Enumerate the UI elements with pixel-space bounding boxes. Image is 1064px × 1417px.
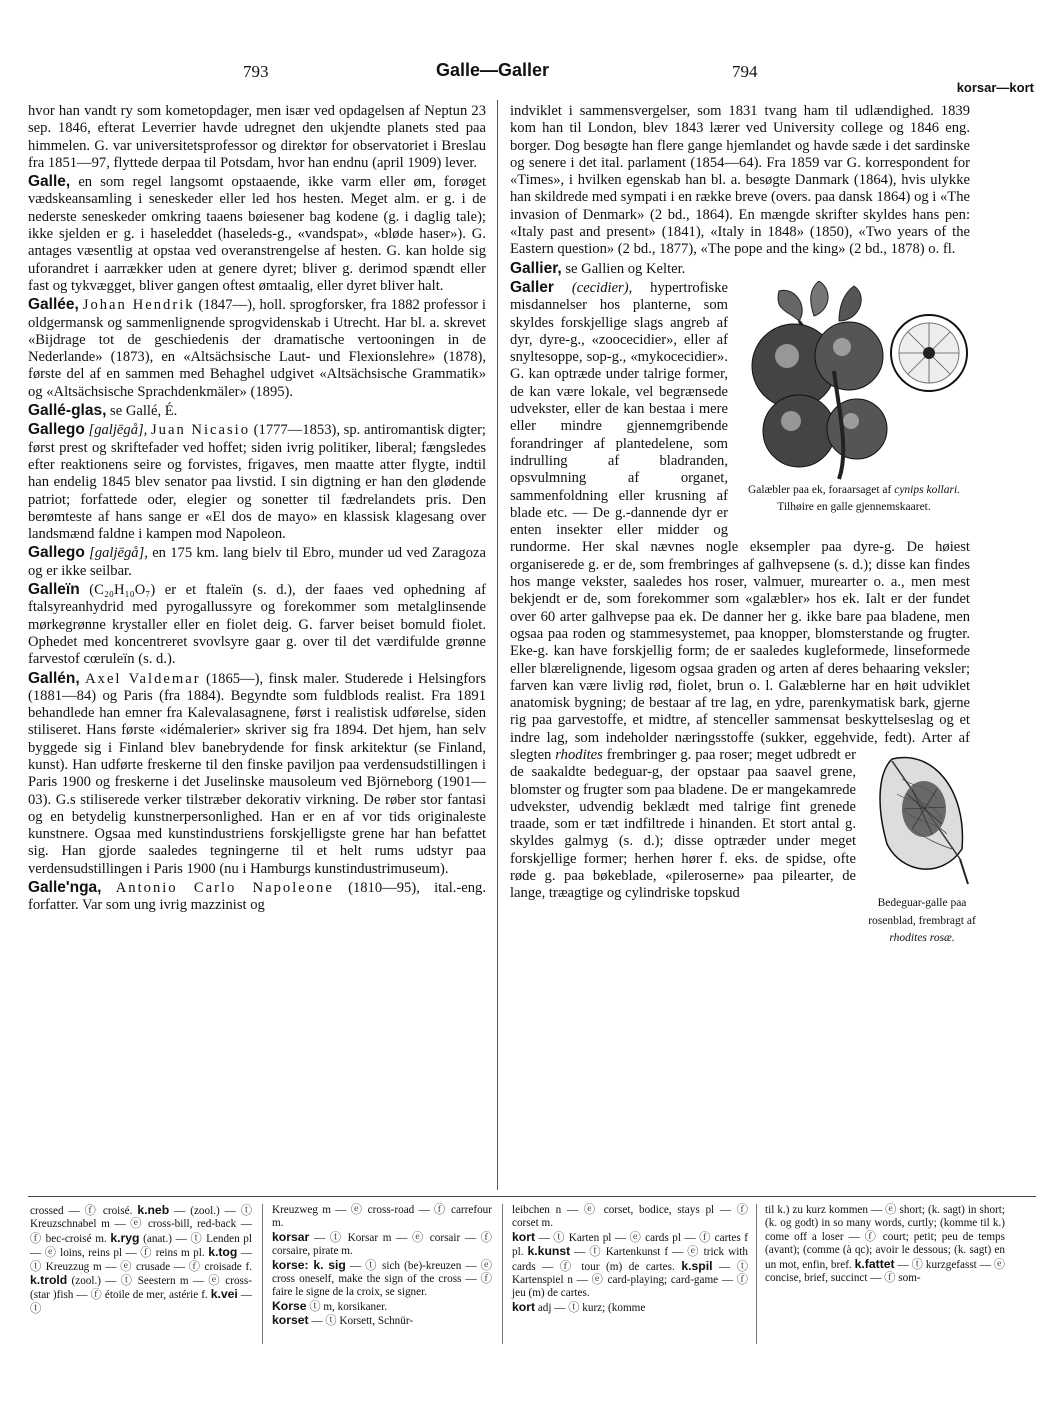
- figure-oak-galls: [734, 281, 974, 536]
- entry-text: (1777—1853), sp. antiromantisk digter; først prest og skriftefader ved hoffet; siden ivrig politiker, liberal; fængsledes efter reaktionens seire og forvistes, frigaves, men maatte atter flygte, indtil han endelig 1845 blev senator paa livstid. I sin digtning er han den glødende patriot; forfattede oder, elegier og sonetter til fædrelandets pris. Den berømteste af hans sange er «El dos de mayo» en klassisk klagesang over landsmænd faldne i kampen mod Napoleon.: [28, 422, 486, 543]
- person-name: Johan Hendrik: [82, 297, 195, 314]
- footer-headword: kort: [512, 1229, 536, 1244]
- caption-text: Galæbler paa ek, foraarsaget af: [747, 483, 892, 496]
- right-column: [510, 103, 976, 949]
- footer-text: adj — ⓣ kurz; (komme: [535, 1301, 646, 1314]
- footer-headword: k.spil: [681, 1258, 713, 1273]
- caption-text: Bedeguar-galle paa rosenblad, frembragt af: [868, 897, 976, 927]
- entry-galle-glas: [28, 402, 486, 420]
- entry-text: se Gallé, É.: [106, 403, 178, 420]
- footer-text: crossed — ⓕ croisé.: [30, 1205, 138, 1217]
- genus-name: rhodites: [555, 746, 603, 763]
- person-name: Axel Valdemar: [85, 670, 201, 687]
- chemical-formula: (C₂₀H₁₀O₇): [89, 582, 156, 599]
- pronunciation: [galjēgå],: [89, 545, 148, 562]
- latin-term: (cecidier),: [571, 279, 633, 296]
- headword: Gallego: [28, 544, 85, 562]
- page-header: [0, 60, 1064, 95]
- footer-column-separator: [756, 1204, 757, 1344]
- entry-gallee: [28, 296, 486, 401]
- entry-text: en som regel langsomt opstaaende, ikke varm eller øm, forøget vædskeansamling i seneskeder eller led hos hesten. Meget alm. er g. i de nederste seneskeder omkring taaens bøiesener bag kodene (g. i daglig tale); ikke sjelden er g. i haseleddet (haseleds-g., «vandspat», «bløde haser»). G. antages væsentlig at opstaa ved overanstrengelse af hesten. G. kan holde sig uforandret i aarrækker uden at genere dyret; bliver g. derimod spændt eller fast og tykvægget, bliver gangen oftest ømtaalig, eller dyret bliver halt.: [28, 174, 486, 294]
- entry-text: (1865—), finsk maler. Studerede i Helsingfors (1881—84) og Paris (fra 1884). Begyndte som fuldblods realist. Fra 1891 behandlede han emner fra Kalevalasagnene, først i realistisk udførelse, siden stiliseret. Hans første «idémalerier» skriver sig fra 1894. Det hjem, han selv byggede sig i Finland blev banebrydende for finsk arkitektur (se Finland, kunst). Han udførte freskerne til den finske paviljon paa verdensudstillingen i Paris 1900 og freskerne i det Juselinske mausoleum ved Björneborg (1901—03). G.s stiliserede verker tilstræber dekorativ virkning. De røber stor fantasi og en betydelig kunstnerpersonlighed. Han er en af vor tids originaleste kunstnere. Ogsaa med kunstindustriens forskjelligste grene har han befattet sig. Han gjorde saaledes tegningerne til et helt rums udstyr paa verdensudstillingen i Paris 1900 (nu i Hamburgs kunstindustrimuseum).: [28, 670, 486, 877]
- entry-text: en 175 km. lang bielv til Ebro, munder ud ved Zaragoza og er ikke seilbar.: [28, 545, 486, 579]
- footer-headword: korsar: [272, 1229, 310, 1244]
- running-title: Galle—Galler: [436, 60, 550, 80]
- footer-column-1: [30, 1204, 252, 1316]
- footer-text: til k.) zu kurz kommen — ⓔ short; (k. sagt) in short; (k. og godt) in so many words, curtly; (komme til k.) come off a loser — ⓕ court; petit; peu de temps (avant); (comme (à qc); avoir le dessous; (k. sagt) en un mot, enfin, bref.: [765, 1204, 1005, 1271]
- footer-headword: k.trold: [30, 1273, 68, 1288]
- footer-headword: Korse: [272, 1298, 307, 1313]
- headword: Gallego: [28, 421, 85, 439]
- footer-text: leibchen n — ⓔ corset, bodice, stays pl — ⓕ corset m.: [512, 1204, 748, 1230]
- footer-column-2: [272, 1204, 492, 1329]
- footer-text: — (zool.) — ⓣ Kreuzschnabel m — ⓔ cross-bill, red-back — ⓕ bec-croisé m.: [30, 1205, 252, 1245]
- entry-gallenga: [28, 879, 486, 915]
- footer-headword: korse: k. sig: [272, 1257, 346, 1272]
- footer-text: (anat.) — ⓣ Lenden pl — ⓔ loins, reins pl — ⓕ reins m pl.: [30, 1232, 252, 1260]
- footer-text: ⓣ m, korsikaner.: [306, 1300, 388, 1313]
- footer-rule: [28, 1196, 1036, 1197]
- headword: Gallée,: [28, 296, 79, 314]
- caption-species: cynips kollari.: [894, 483, 961, 496]
- footer-column-4: [765, 1204, 1005, 1285]
- figure-bedeguar-gall: [864, 749, 980, 949]
- headword: Gallén,: [28, 669, 80, 687]
- footer-headword: k.tog: [208, 1245, 238, 1260]
- entry-text: frembringer g. paa roser; meget udbredt er de saakaldte bedeguar-g, der opstaar paa saavel grene, blomster og frugter som paa bladene. De er mangekamrede udvekster, udvendig beklædt med talrige fint grenede traade, som er tæt indfiltrede i hinanden. Et stort antal g. skyldes galmyg (s. d.); disse optræder under meget forskjellige former; herhen hører f. eks. de spidse, ofte røde g. paa bøkeblade, «pileroserne» paa pilearter, de lange, træagtige og cylindriske topskud: [510, 746, 856, 902]
- entry-galle: [28, 173, 486, 295]
- footer-column-separator: [262, 1204, 263, 1344]
- footer-headword: korset: [272, 1313, 309, 1328]
- footer-column-separator: [502, 1204, 503, 1344]
- left-column: [28, 103, 486, 915]
- bedeguar-gall-illustration: [872, 749, 972, 889]
- headword: Galleïn: [28, 581, 80, 599]
- footer-text: — ⓣ Kreuzzug m — ⓔ crusade — ⓕ croisade f.: [30, 1247, 253, 1273]
- footer-text: — ⓣ kurzgefasst — ⓔ concise, brief, succinct — ⓕ som-: [765, 1258, 1005, 1285]
- footer-text: — ⓣ Korsett, Schnür-: [308, 1315, 414, 1328]
- entry-gallego-river: [28, 544, 486, 580]
- page-number-left: 793: [243, 62, 269, 81]
- entry-text: (1810—95), ital.-eng. forfatter. Var som ung ivrig mazzinist og: [28, 880, 486, 914]
- page-number-right: 794: [732, 62, 758, 81]
- entry-gallego-person: [28, 421, 486, 543]
- headword: Galler: [510, 278, 554, 296]
- headword: Galle'nga,: [28, 879, 102, 897]
- entry-gallier: [510, 260, 970, 278]
- footer-headword: k.fattet: [854, 1256, 895, 1271]
- entry-continuation: indviklet i sammensvergelser, som 1831 tvang ham til udlændighed. 1839 kom han til London, blev 1843 lærer ved University college og 1846 eng. borger. Dog besøgte han flere gange hjemlandet og havde sæde i det sardinske og senere i det ital. parlament (1854—64). Fra 1859 var G. korrespondent for «Times», i hvilken egenskab han bl. a. besøgte Danmark (1864), hvis ulykke han skildrede med sympati i en række breve (overs. paa dansk 1864) og i «The invasion of Denmark» (2 bd., 1864). En mængde skrifter skyldes hans pen: «Italy past and present» (1841), «Italy in 1848» (1850), «Two years of the Eastern question» (2 bd., 1877), «The pope and the king» (2 bd., 1878) o. fl.: [510, 103, 970, 258]
- footer-text: — ⓣ Kartenkunst f — ⓔ trick with cards — ⓕ tour (m) de cartes.: [512, 1246, 748, 1273]
- headword: Gallier,: [510, 259, 562, 277]
- footer-headword: k.neb: [137, 1203, 170, 1217]
- footer-text: — ⓣ sich (be)-kreuzen — ⓔ cross oneself, make the sign of the cross — ⓕ faire le signe de la croix, se signer.: [272, 1259, 492, 1299]
- headword: Gallé-glas,: [28, 402, 107, 420]
- footer-headword: kort: [512, 1299, 536, 1314]
- caption-text: Tilhøire en galle gjennemskaaret.: [777, 501, 931, 514]
- footer-headword: k.vei: [210, 1287, 238, 1302]
- entry-continuation: hvor han vandt ry som kometopdager, men især ved opdagelsen af Neptun 23 sep. 1846, efterat Leverrier havde udregnet den ukjendte planets sted paa himmelen. G. var universitetsprofessor og direktør for observatoriet i Breslau fra 1851—97, flyttede derpaa til Potsdam, hvor han endnu (april 1909) lever.: [28, 103, 486, 171]
- footer-headword: k.kunst: [527, 1244, 571, 1259]
- footer-text: — ⓣ Kartenspiel n — ⓔ card-playing; card-game — ⓕ jeu (m) de cartes.: [512, 1260, 748, 1300]
- entry-gallen: [28, 670, 486, 879]
- footer-text: (zool.) — ⓣ Seestern m — ⓔ cross-(star )fish — ⓕ étoile de mer, astérie f.: [30, 1275, 252, 1302]
- headword: Galle,: [28, 173, 71, 191]
- pronunciation: [galjēgå],: [88, 422, 148, 439]
- footer-text: — ⓣ Karten pl — ⓔ cards pl — ⓕ cartes f pl.: [512, 1231, 748, 1259]
- footer-column-3: [512, 1204, 748, 1315]
- entry-text: hypertrofiske misdannelser hos planterne, som skyldes forskjellige slags angreb af dyr, dyre-g., «zoocecidier», eller af snyltesoppe, sop-g., «mykocecidier». G. kan optræde under talrige former, de kan være lokale, vel begrænsede udvekster, eller de kan bestaa i mere eller mindre gjennemgribende forandringer af plantedelene, som indrulling af bladranden, opsvulmning af organet, sammenfoldning eller krusning af blade etc. — De g.-dannende dyr er enten insekter eller midder og rundorme. Her skal nævnes nogle eksempler paa dyre-g. De høiest organiserede g. er de, som frembringes af galhvepsene (s. d.); disse kan findes hos mange vekster, saaledes hos roser, valmuer, murearter o. a., men mest bekjendt er de, som forekommer som «galæbler» hos ek. Ialt er der fundet over 60 arter galhvepse paa ek. De danner her g. ikke bare paa bladene, men ogsaa paa roden og stammesystemet, paa knopper, blomsterstande og frugter. Eke-g. kan have forskjellig form; de er saaledes kugleformede, linseformede eller blærelignende, ligesom ogsaa graden og arten af deres behaaring veksler; farven kan være livlig rød, fiolet, brun o. l. Galæblerne har en høit udviklet anatomisk bygning; de bestaar af tre lag, en ydre, parenkymatisk bark, gjerne rig paa garvestoffe, et midtre, af stenceller sammensat beskyttelseslag og et indre lag, som indeholder næringsstoffe (sukker, eggehvide, fedt). Arter af slegten: [510, 279, 970, 763]
- figure-caption: [748, 484, 960, 513]
- footer-headword: k.ryg: [110, 1230, 140, 1245]
- person-name: Antonio Carlo Napoleone: [115, 880, 334, 897]
- footer-text: — ⓣ Korsar m — ⓔ corsair — ⓕ corsaire, pirate m.: [272, 1231, 492, 1258]
- oak-gall-illustration: [739, 281, 969, 481]
- footer-text: — ⓣ: [30, 1289, 252, 1315]
- entry-gallein: [28, 581, 486, 668]
- entry-text: se Gallien og Kelter.: [561, 260, 686, 277]
- entry-text: (1847—), holl. sprogforsker, fra 1882 professor i oldgermansk og sammenlignende sprogvidenskab i Utrecht. Har bl. a. skrevet «Bijdrage tot de geschiedenis der dramatische vertooningen in de Nederlande» (1873), en «Altsächsische Laut- und Flexionslehre» (1878), første del af en sammen med Behaghel udgivet «Altsächsische Grammatik» og «Altsächsische Sprachdenkmäler» (1895).: [28, 297, 486, 400]
- person-name: Juan Nicasio: [150, 422, 250, 439]
- entry-galler: [510, 278, 976, 944]
- entry-text: er et ftaleïn (s. d.), der faaes ved ophedning af ftalsyreanhydrid med pyrogallussyre og forekommer som metalglinsende mørkegrønne krystaller eller en fiolet deig. G. farver beiset bomuld fiolet. Ophedet med koncentreret svovlsyre gaar g. over til det værdifulde grønne farvestof cœruleïn (s. d.).: [28, 582, 486, 668]
- footer-text: Kreuzweg m — ⓔ cross-road — ⓕ carrefour m.: [272, 1204, 492, 1230]
- catchword: korsar—kort: [956, 80, 1034, 95]
- figure-caption: [868, 897, 976, 944]
- column-divider: [497, 100, 498, 1190]
- caption-species: rhodites rosæ.: [889, 931, 955, 944]
